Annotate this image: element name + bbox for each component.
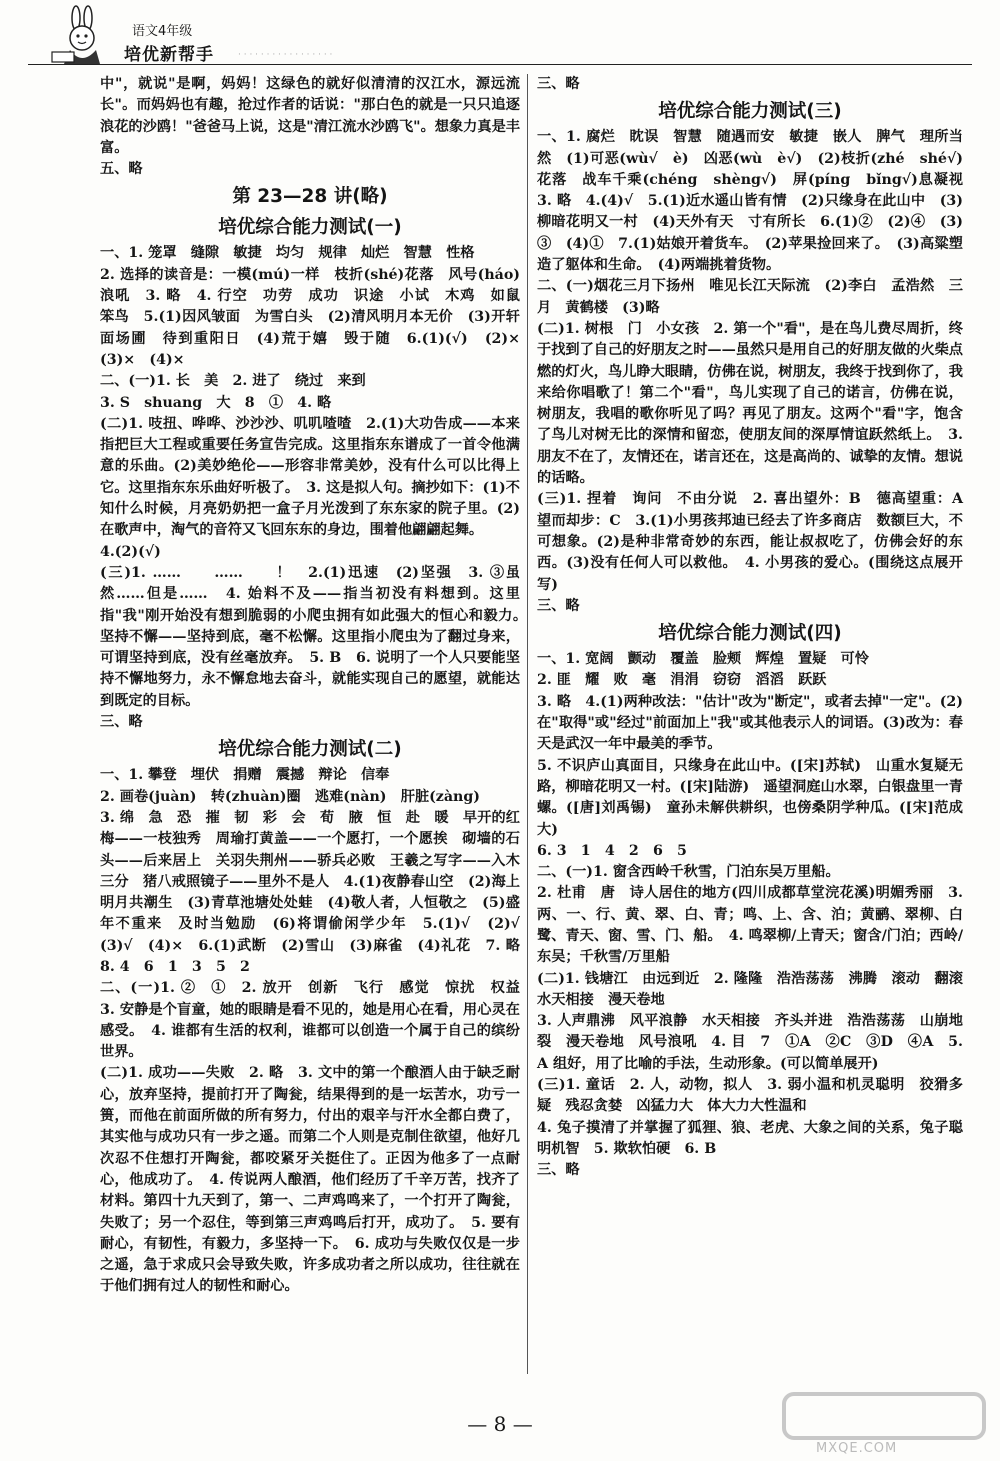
answer-paragraph: 2. 画卷(juàn) 转(zhuàn)圈 逃难(nàn) 肝脏(zàng) <box>100 788 480 805</box>
answer-paragraph: 二、(一)1. ② ① 2. 放开 创新 飞行 感觉 惊扰 权益 3. 安静是个盲童，她的眼睛是看不见的，她是用心在看，用心灵在感受。 4. 谁都有生活的权利，谁都可以创造一个属于自己的缤纷世界。 <box>100 980 535 1061</box>
answer-paragraph: 三、略 <box>537 76 580 92</box>
answer-paragraph: (三)1. …… …… ！ 2.(1)迅速 (2)坚强 3. ③虽然……但是…… 4. 始料不及——指当初没有料想到。这里指"我"刚开始没有想到脆弱的小爬虫拥有如此强大的恒心和毅力。 坚持不懈——坚持到底，毫不松懈。这里指小爬虫为了翻过身来，可谓坚持到底，没有丝毫放弃。 5. B 6. 说明了一个人只要能坚持不懈地努力，永不懈怠地去奋斗，就能实现自己的愿望，就能达到既定的目标。 <box>100 564 535 709</box>
answer-paragraph: (二)1. 钱塘江 由远到近 2. 隆隆 浩浩荡荡 沸腾 滚动 翻滚 水天相接 漫天卷地 <box>537 970 978 1008</box>
header-decoration: · · · · · · · · · · · · · · · · · <box>238 50 333 60</box>
answer-paragraph: (二)1. 树根 门 小女孩 2. 第一个"看"，是在鸟儿费尽周折，终于找到了自己的好朋友之时——虽然只是用自己的好朋友做的火柴点燃的灯火，鸟儿睁大眼睛，仿佛在说，树朋友，我终于找到你了，我来给你唱歌了！第二个"看"，鸟儿实现了自己的诺言，仿佛在说，树朋友，我唱的歌你听见了吗？再见了朋友。这两个"看"字，饱含了鸟儿对树无比的深情和留恋，使朋友间的深厚情谊跃然纸上。 3. 朋友不在了，友情还在，诺言还在，这是高尚的、诚挚的友情。想说的话略。 <box>537 320 963 487</box>
answer-paragraph: 五、略 <box>100 161 143 178</box>
page-header <box>28 6 972 72</box>
section-heading: 培优综合能力测试(三) <box>658 101 842 123</box>
answer-paragraph: 5. 不识庐山真面目，只缘身在此山中。([宋]苏轼) 山重水复疑无路，柳暗花明又一村。([宋]陆游) 遥望洞庭山水翠，白银盘里一青螺。([唐]刘禹锡) 童孙未解供耕织，也傍桑阴学种瓜。([宋]范成大) <box>537 757 963 838</box>
answer-paragraph: (三)1. 童话 2. 人，动物，拟人 3. 弱小温和机灵聪明 狡猾多疑 残忍贪婪 凶猛力大 体大力大性温和 <box>537 1077 963 1115</box>
answer-paragraph: 一、1. 笼罩 缝隙 敏捷 均匀 规律 灿烂 智慧 性格 <box>100 245 475 262</box>
answer-paragraph: 中"，就说"是啊，妈妈！这绿色的就好似清清的汉江水，源远流长"。而妈妈也有趣，抢过作者的话说："那白色的就是一只只追逐浪花的沙鸥！"爸爸马上说，这是"清江流水沙鸥飞"。想象力真是丰富。 <box>100 76 520 156</box>
answer-paragraph: 3. 绵 急 恐 摧 韧 彩 会 荀 腋 恒 赴 暖 早开的红梅——一枝独秀 周瑜打黄盖——一个愿打，一个愿挨 砌墙的石头——后来居上 关羽失荆州——骄兵必败 王羲之写字——入木三分 猪八戒照镜子——里外不是人 4.(1)夜静春山空 (2)海上明月共潮生 (3)青草池塘处处蛙 (4)敬人者，人恒敬之 (5)盛年不重来 及时当勉励 (6)将谓偷闲学少年 5.(1)√ (2)√ (3)√ (4)× 6.(1)武断 (2)雪山 (3)麻雀 (4)礼花 7. 略 8. 4 6 1 3 5 2 <box>100 809 535 975</box>
answer-paragraph: 二、(一)1. 长 美 2. 进了 绕过 来到 <box>100 373 366 390</box>
answer-paragraph: 2. 杜甫 唐 诗人居住的地方(四川成都草堂浣花溪)明媚秀丽 3. 两、一、行、黄、翠、白、青；鸣、上、含、泊；黄鹂、翠柳、白鹭、青天、窗、雪、门、船。 4. 鸣翠柳/上青天；窗含/门泊；西岭/东吴；千秋雪/万里船 <box>537 885 963 966</box>
answer-paragraph: (二)1. 吱扭、哗哗、沙沙沙、叽叽喳喳 2.(1)大功告成——本来指把巨大工程或重要任务宣告完成。这里指东东谱成了一首令他满意的乐曲。(2)美妙绝伦——形容非常美妙，没有什么可以比得上它。这里指东东乐曲好听极了。 3. 这是拟人句。摘抄如下：(1)不知什么时候，月亮奶奶把一盒子月光泼到了东东家的院子里。(2)在歌声中，淘气的音符又飞回东东的身边，围着他翩翩起舞。 <box>100 415 520 539</box>
rabbit-mascot-icon <box>48 6 118 68</box>
answer-paragraph: (二)1. 成功——失败 2. 略 3. 文中的第一个酿酒人由于缺乏耐心，放弃坚持，提前打开了陶瓮，结果得到的是一坛苦水，功亏一篑，而他在前面所做的所有努力，付出的艰辛与汗水全都白费了，其实他与成功只有一步之遥。而第二个人则是克制住欲望，他好几次忍不住想打开陶瓮，都咬紧牙关挺住了。正因为他多了一点耐心，他成功了。 4. 传说两人酿酒，他们经历了千辛万苦，找齐了材料。第四十九天到了，第一、二声鸡鸣来了，一个打开了陶瓮，失败了；另一个忍住，等到第三声鸡鸣后打开，成功了。 5. 要有耐心，有韧性，有毅力，多坚持一下。 6. 成功与失败仅仅是一步之遥，急于求成只会导致失败，许多成功者之所以成功，往往就在于他们拥有过人的韧性和耐心。 <box>100 1065 520 1295</box>
page-number: — 8 — <box>467 1412 533 1436</box>
answer-paragraph: 2. 选择的读音是：一模(mú)一样 枝折(shé)花落 风号(háo)浪吼 3. 略 4. 行空 功劳 成功 识途 小试 木鸡 如鼠 笨鸟 5.(1)因风皱面 为雪白头 (2)清风明月本无价 (3)开轩面场圃 待到重阳日 (4)荒于嬉 毁于随 6.(1)(√) (2)× (3)× (4)× <box>100 266 535 368</box>
answer-paragraph: 三、略 <box>537 597 580 614</box>
answer-paragraph: 3. 人声鼎沸 风平浪静 水天相接 齐头并进 浩浩荡荡 山崩地裂 漫天卷地 风号浪吼 4. 目 7 ①A ②C ③D ④A 5. A 组好，用了比喻的手法，生动形象。(可以简单展开) <box>537 1013 963 1072</box>
answer-paragraph: 一、1. 腐烂 眈误 智慧 随遇而安 敏捷 嵌人 脾气 理所当然 (1)可恶(wù√ è) 凶恶(wù è√) (2)枝折(zhé shé√)花落 战车千乘(chéng shèng√) 屏(píng bǐng√)息凝视 3. 略 4.(4)√ 5.(1)近水遥山皆有情 (2)只缘身在此山中 (3)柳暗花明又一村 (4)天外有天 寸有所长 6.(1)② (2)④ (3)③ (4)① 7.(1)姑娘开着货车。 (2)苹果捡回来了。 (3)高粱塑造了躯体和生命。 (4)两端挑着货物。 <box>537 129 978 274</box>
section-heading: 培优综合能力测试(四) <box>658 623 842 645</box>
answer-paragraph: (三)1. 捏着 询问 不由分说 2. 喜出望外：B 德高望重：A 望而却步：C 3.(1)小男孩邦迪已经去了许多商店 数额巨大，不可想象。(2)是种非常奇妙的东西，能让叔叔吃了，仿佛会好的东西。(3)没有任何人可以救他。 4. 小男孩的爱心。(围绕这点展开写) <box>537 491 978 593</box>
answer-paragraph: 6. 3 1 4 2 6 5 <box>537 842 687 859</box>
header-title: 培优新帮手 <box>124 45 214 65</box>
answer-paragraph: 一、1. 宽阔 颤动 覆盖 脸颊 辉煌 置疑 可怜 <box>537 651 869 668</box>
answer-paragraph: 2. 匪 耀 败 毫 涓涓 窃窃 滔滔 跃跃 <box>537 672 827 689</box>
section-heading: 第 23—28 讲(略) <box>232 186 388 208</box>
header-rule <box>28 64 972 65</box>
answer-paragraph: 4. 兔子摸清了并掌握了狐狸、狼、老虎、大象之间的关系，兔子聪明机智 5. 欺软怕硬 6. B <box>537 1119 963 1157</box>
answer-paragraph: 3. S shuang 大 8 ① 4. 略 <box>100 394 332 411</box>
watermark-site: MXQE.COM <box>816 1441 898 1456</box>
section-heading: 培优综合能力测试(一) <box>218 217 402 239</box>
answer-paragraph: 三、略 <box>537 1162 580 1179</box>
answer-paragraph: 3. 略 4.(1)两种改法："估计"改为"断定"，或者去掉"一定"。(2)在"取得"或"经过"前面加上"我"或其他表示人的词语。(3)改为：春天是武汉一年中最美的季节。 <box>537 693 963 753</box>
section-heading: 培优综合能力测试(二) <box>218 739 402 761</box>
answer-paragraph: 一、1. 攀登 埋伏 捐赠 震撼 辩论 信奉 <box>100 767 390 784</box>
header-subtitle: 语文4年级 <box>132 24 193 39</box>
right-column <box>537 74 978 1364</box>
column-divider <box>527 74 528 1374</box>
answer-paragraph: 三、略 <box>100 714 143 731</box>
answer-paragraph: 4.(2)(√) <box>100 543 161 560</box>
answer-paragraph: 二、(一)1. 窗含西岭千秋雪，门泊东吴万里船。 <box>537 864 840 881</box>
answer-paragraph: 二、(一)烟花三月下扬州 唯见长江天际流 (2)李白 孟浩然 三月 黄鹤楼 (3)略 <box>537 278 963 316</box>
left-column <box>100 74 535 1404</box>
